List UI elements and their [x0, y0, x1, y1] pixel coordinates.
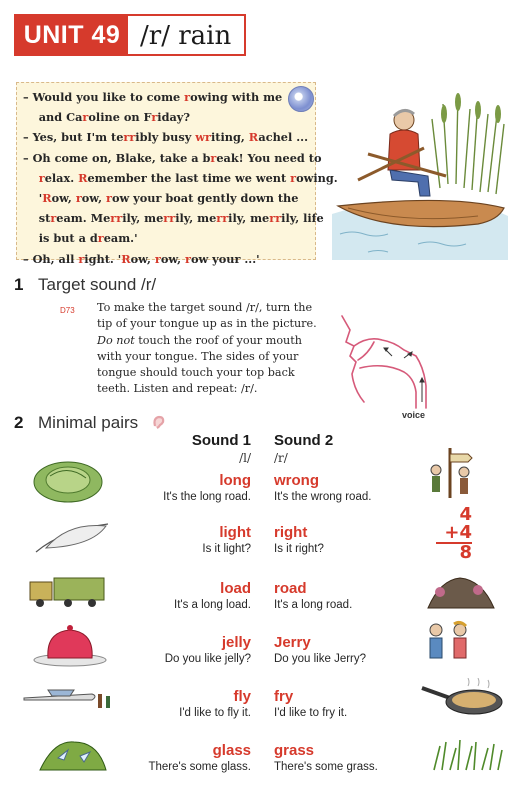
- target-sound-instructions: To make the target sound /r/, turn the tip of your tongue up as in the picture. Do not touch the roof of your mouth with your tongue. The sides of your tongue should touch your top back teeth. Listen and repeat: /r/.: [97, 301, 317, 396]
- broken-glass-icon: [34, 730, 112, 774]
- target-letter: rr: [110, 211, 123, 226]
- dialogue-line: – Oh, all right. 'Row, row, row your ...': [23, 251, 260, 266]
- target-letter: wr: [195, 130, 211, 145]
- target-letter: R: [121, 251, 131, 266]
- sound-2-word: wrong: [274, 472, 319, 489]
- sound-2-phoneme: /r/: [274, 451, 288, 465]
- target-letter: r: [105, 191, 112, 206]
- sound-2-sentence: It's a long road.: [274, 599, 353, 611]
- mouth-diagram: [334, 312, 444, 412]
- dialogue-line: – Would you like to come rowing with me: [23, 90, 283, 104]
- target-letter: r: [97, 231, 104, 246]
- target-letter: rr: [216, 211, 229, 226]
- dialogue-line: – Oh come on, Blake, take a break! You need to: [23, 150, 322, 165]
- voice-label: voice: [402, 410, 426, 420]
- target-letter: rr: [269, 211, 282, 226]
- road-icon: [420, 572, 500, 612]
- sound-1-sentence: Is it light?: [202, 543, 251, 555]
- sound-2-word: grass: [274, 742, 315, 759]
- unit-title: /r/ rain: [140, 21, 232, 51]
- sound-2-word: Jerry: [274, 634, 311, 651]
- sound-2-word: right: [274, 524, 308, 541]
- target-letter: r: [151, 110, 158, 125]
- lettuce-icon: [28, 454, 108, 504]
- target-letter: R: [78, 170, 88, 185]
- grass-icon: [430, 736, 506, 772]
- sound-2-header: Sound 2: [274, 432, 334, 449]
- dialogue-line: – Yes, but I'm terribly busy writing, Rachel ...: [23, 130, 308, 145]
- plane-icon: [18, 680, 114, 716]
- dialogue-line: relax. Remember the last time we went rowing.: [38, 170, 338, 185]
- target-letter: r: [75, 191, 82, 206]
- section-1-number: 1: [14, 275, 24, 294]
- section-1-title: Target sound /r/: [38, 275, 157, 294]
- audio-track-label[interactable]: D73: [60, 306, 75, 315]
- sound-1-header: Sound 1: [191, 432, 251, 449]
- sound-2-sentence: Is it right?: [274, 543, 324, 555]
- target-letter: r: [290, 170, 297, 185]
- sound-2-word: fry: [274, 688, 294, 705]
- sound-2-sentence: I'd like to fry it.: [274, 707, 348, 719]
- unit-header: [14, 14, 246, 56]
- target-letter: r: [185, 251, 191, 266]
- sound-1-word: fly: [233, 688, 251, 705]
- dialogue-line: is but a dream.': [23, 231, 138, 246]
- sound-1-sentence: It's the long road.: [163, 491, 251, 503]
- audio-cd-icon[interactable]: [288, 86, 314, 112]
- sum-top: 4: [459, 504, 472, 525]
- sound-1-word: light: [219, 524, 251, 541]
- dialogue-line: stream. Merrily, merrily, merrily, merrily, life: [23, 211, 324, 226]
- target-letter: rr: [123, 130, 136, 145]
- target-letter: r: [50, 211, 57, 226]
- target-letter: r: [82, 110, 89, 125]
- sound-1-sentence: I'd like to fly it.: [179, 707, 251, 719]
- section-2-number: 2: [14, 413, 24, 432]
- sound-1-phoneme: /l/: [239, 451, 251, 465]
- sound-1-sentence: Do you like jelly?: [164, 653, 251, 665]
- sound-2-word: road: [274, 580, 307, 597]
- sound-2-sentence: There's some grass.: [274, 761, 378, 773]
- sound-1-word: long: [219, 472, 251, 489]
- truck-icon: [26, 572, 110, 610]
- sound-1-word: glass: [212, 742, 251, 759]
- frying-pan-icon: [420, 678, 506, 718]
- signpost-icon: [426, 444, 476, 500]
- sound-1-sentence: It's a long load.: [174, 599, 251, 611]
- ear-icon: [150, 414, 166, 430]
- sound-2-sentence: It's the wrong road.: [274, 491, 372, 503]
- sound-2-sentence: Do you like Jerry?: [274, 653, 367, 665]
- target-letter: rr: [163, 211, 176, 226]
- dialogue-line: 'Row, row, row your boat gently down the: [23, 191, 299, 206]
- jelly-icon: [30, 622, 110, 668]
- unit-label: UNIT 49: [16, 16, 128, 54]
- target-letter: r: [184, 90, 191, 104]
- dialogue-line: and Caroline on Friday?: [23, 110, 190, 125]
- target-letter: R: [42, 191, 52, 206]
- sound-1-word: load: [220, 580, 251, 597]
- section-2-title: Minimal pairs: [38, 413, 139, 432]
- target-letter: r: [38, 170, 45, 185]
- rowing-boat-illustration: [328, 84, 510, 260]
- sound-1-sentence: There's some glass.: [148, 761, 251, 773]
- sum-illustration: [436, 506, 472, 562]
- dialogue-box: [16, 82, 338, 266]
- feather-icon: [32, 520, 112, 558]
- target-letter: R: [248, 130, 259, 145]
- sum-result: 8: [436, 542, 472, 562]
- sound-1-word: jelly: [221, 634, 251, 651]
- target-letter: r: [154, 251, 161, 266]
- target-letter: r: [78, 251, 85, 266]
- sum-middle: +4: [444, 522, 472, 543]
- target-letter: r: [210, 150, 217, 165]
- people-icon: [420, 620, 480, 668]
